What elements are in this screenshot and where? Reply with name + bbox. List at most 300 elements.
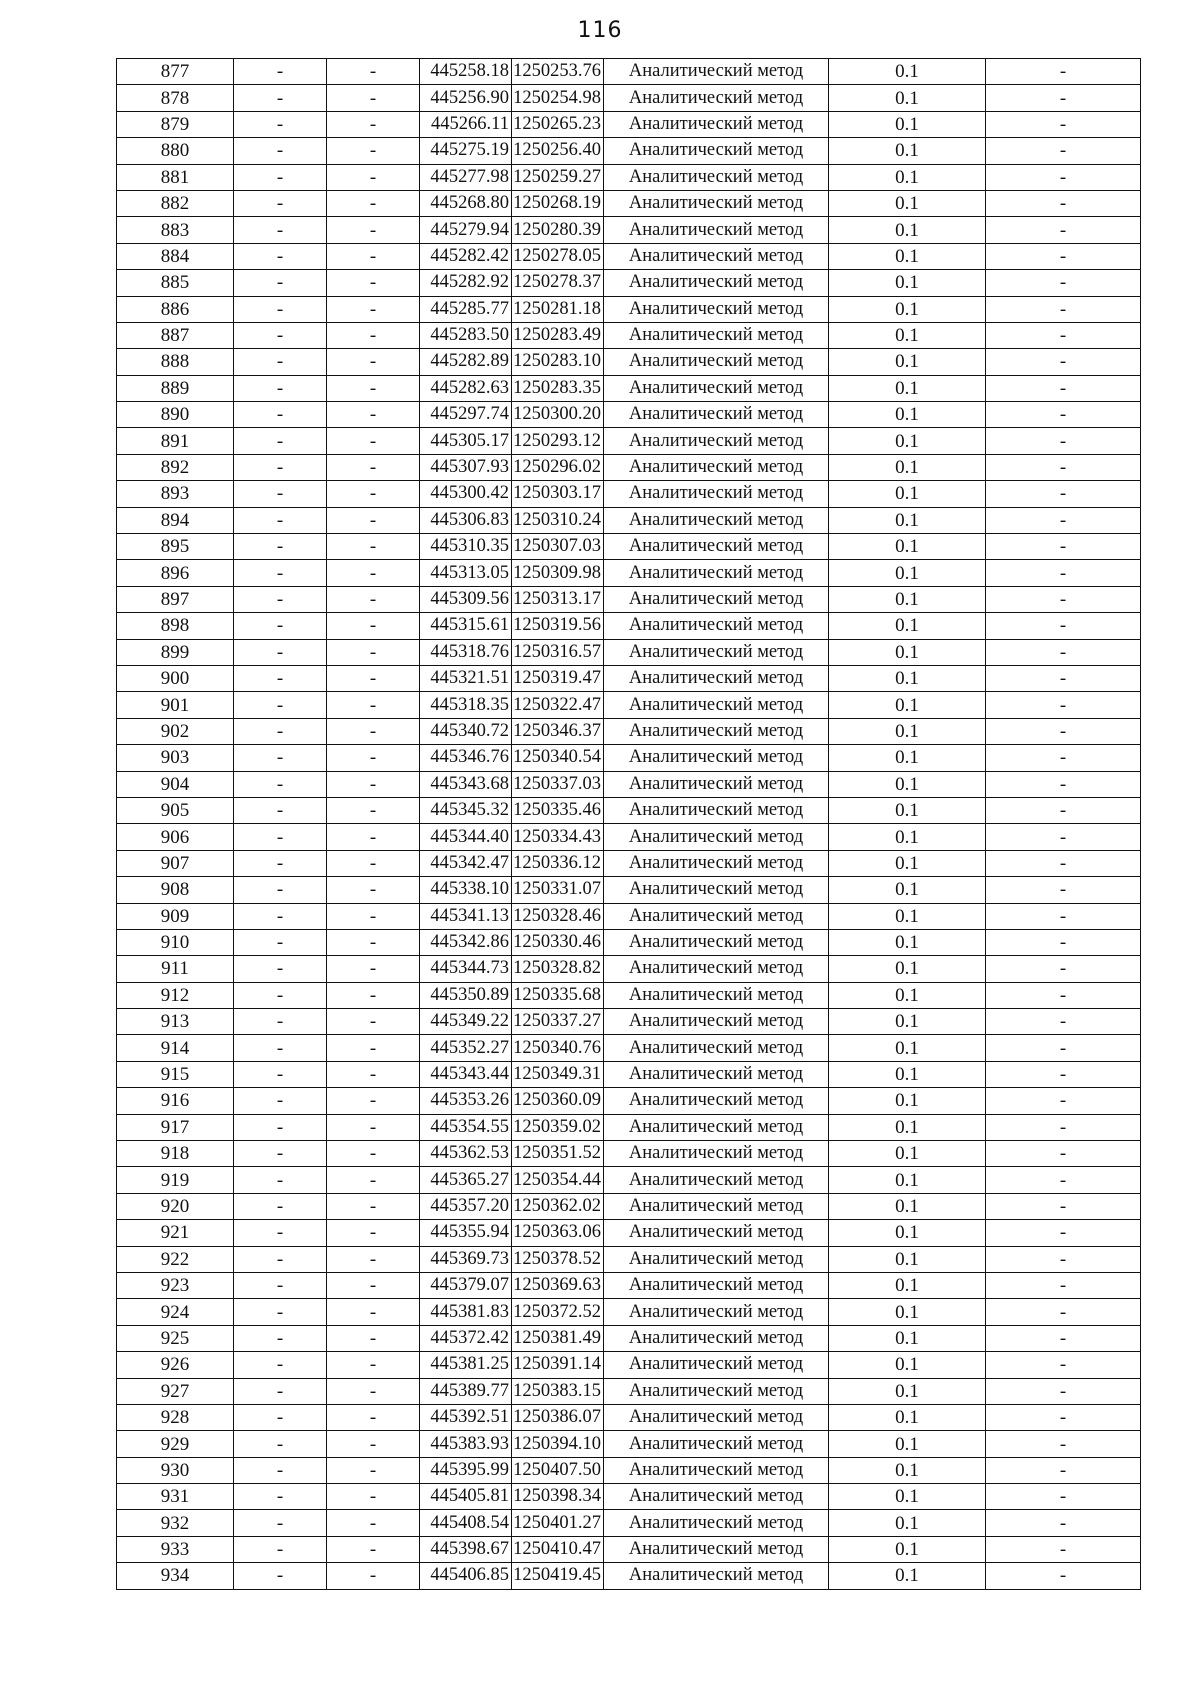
table-row xyxy=(117,454,1141,480)
method-cell: Аналитический метод xyxy=(604,692,829,718)
point-number-cell: 928 xyxy=(117,1404,234,1430)
dash-cell: - xyxy=(327,771,420,797)
method-cell: Аналитический метод xyxy=(604,85,829,111)
point-number-cell: 931 xyxy=(117,1484,234,1510)
x-coordinate-cell: 445310.35 xyxy=(420,534,512,560)
y-coordinate-cell: 1250359.02 xyxy=(512,1114,604,1140)
point-number-cell: 904 xyxy=(117,771,234,797)
table-row xyxy=(117,138,1141,164)
dash-cell: - xyxy=(234,1325,327,1351)
point-number-cell: 916 xyxy=(117,1088,234,1114)
table-row xyxy=(117,1431,1141,1457)
method-cell: Аналитический метод xyxy=(604,850,829,876)
accuracy-cell: 0.1 xyxy=(829,349,986,375)
dash-cell: - xyxy=(986,454,1141,480)
method-cell: Аналитический метод xyxy=(604,560,829,586)
x-coordinate-cell: 445258.18 xyxy=(420,59,512,85)
x-coordinate-cell: 445313.05 xyxy=(420,560,512,586)
dash-cell: - xyxy=(234,1088,327,1114)
table-row xyxy=(117,982,1141,1008)
dash-cell: - xyxy=(327,1352,420,1378)
dash-cell: - xyxy=(234,1035,327,1061)
x-coordinate-cell: 445321.51 xyxy=(420,665,512,691)
dash-cell: - xyxy=(327,1035,420,1061)
x-coordinate-cell: 445282.89 xyxy=(420,349,512,375)
dash-cell: - xyxy=(234,956,327,982)
point-number-cell: 910 xyxy=(117,929,234,955)
accuracy-cell: 0.1 xyxy=(829,1510,986,1536)
dash-cell: - xyxy=(986,1220,1141,1246)
accuracy-cell: 0.1 xyxy=(829,428,986,454)
method-cell: Аналитический метод xyxy=(604,745,829,771)
dash-cell: - xyxy=(327,1325,420,1351)
dash-cell: - xyxy=(234,745,327,771)
point-number-cell: 888 xyxy=(117,349,234,375)
accuracy-cell: 0.1 xyxy=(829,243,986,269)
dash-cell: - xyxy=(327,1088,420,1114)
dash-cell: - xyxy=(234,1167,327,1193)
y-coordinate-cell: 1250334.43 xyxy=(512,824,604,850)
dash-cell: - xyxy=(986,692,1141,718)
table-row xyxy=(117,1563,1141,1589)
x-coordinate-cell: 445282.63 xyxy=(420,375,512,401)
dash-cell: - xyxy=(234,665,327,691)
method-cell: Аналитический метод xyxy=(604,375,829,401)
table-row xyxy=(117,1510,1141,1536)
y-coordinate-cell: 1250328.46 xyxy=(512,903,604,929)
dash-cell: - xyxy=(327,1484,420,1510)
x-coordinate-cell: 445318.35 xyxy=(420,692,512,718)
accuracy-cell: 0.1 xyxy=(829,665,986,691)
x-coordinate-cell: 445256.90 xyxy=(420,85,512,111)
dash-cell: - xyxy=(234,692,327,718)
point-number-cell: 900 xyxy=(117,665,234,691)
y-coordinate-cell: 1250303.17 xyxy=(512,481,604,507)
x-coordinate-cell: 445315.61 xyxy=(420,613,512,639)
table-row xyxy=(117,164,1141,190)
point-number-cell: 934 xyxy=(117,1563,234,1589)
method-cell: Аналитический метод xyxy=(604,190,829,216)
accuracy-cell: 0.1 xyxy=(829,270,986,296)
accuracy-cell: 0.1 xyxy=(829,1141,986,1167)
dash-cell: - xyxy=(234,1457,327,1483)
dash-cell: - xyxy=(986,903,1141,929)
method-cell: Аналитический метод xyxy=(604,956,829,982)
x-coordinate-cell: 445343.44 xyxy=(420,1061,512,1087)
dash-cell: - xyxy=(327,665,420,691)
accuracy-cell: 0.1 xyxy=(829,797,986,823)
dash-cell: - xyxy=(986,1035,1141,1061)
table-row xyxy=(117,1141,1141,1167)
point-number-cell: 903 xyxy=(117,745,234,771)
dash-cell: - xyxy=(986,1061,1141,1087)
method-cell: Аналитический метод xyxy=(604,296,829,322)
point-number-cell: 920 xyxy=(117,1193,234,1219)
y-coordinate-cell: 1250259.27 xyxy=(512,164,604,190)
y-coordinate-cell: 1250401.27 xyxy=(512,1510,604,1536)
y-coordinate-cell: 1250378.52 xyxy=(512,1246,604,1272)
x-coordinate-cell: 445266.11 xyxy=(420,111,512,137)
page-number: 116 xyxy=(577,18,623,43)
table-row xyxy=(117,428,1141,454)
table-row xyxy=(117,1457,1141,1483)
dash-cell: - xyxy=(234,190,327,216)
y-coordinate-cell: 1250278.37 xyxy=(512,270,604,296)
dash-cell: - xyxy=(234,771,327,797)
x-coordinate-cell: 445398.67 xyxy=(420,1536,512,1562)
dash-cell: - xyxy=(234,1009,327,1035)
dash-cell: - xyxy=(986,481,1141,507)
dash-cell: - xyxy=(234,507,327,533)
table-row xyxy=(117,190,1141,216)
x-coordinate-cell: 445306.83 xyxy=(420,507,512,533)
method-cell: Аналитический метод xyxy=(604,771,829,797)
dash-cell: - xyxy=(986,217,1141,243)
dash-cell: - xyxy=(327,850,420,876)
accuracy-cell: 0.1 xyxy=(829,1457,986,1483)
y-coordinate-cell: 1250351.52 xyxy=(512,1141,604,1167)
accuracy-cell: 0.1 xyxy=(829,1061,986,1087)
x-coordinate-cell: 445344.40 xyxy=(420,824,512,850)
x-coordinate-cell: 445318.76 xyxy=(420,639,512,665)
dash-cell: - xyxy=(234,1536,327,1562)
dash-cell: - xyxy=(234,1114,327,1140)
y-coordinate-cell: 1250346.37 xyxy=(512,718,604,744)
table-row xyxy=(117,1272,1141,1298)
accuracy-cell: 0.1 xyxy=(829,613,986,639)
x-coordinate-cell: 445345.32 xyxy=(420,797,512,823)
table-row xyxy=(117,1378,1141,1404)
dash-cell: - xyxy=(327,190,420,216)
x-coordinate-cell: 445309.56 xyxy=(420,586,512,612)
y-coordinate-cell: 1250363.06 xyxy=(512,1220,604,1246)
dash-cell: - xyxy=(986,1088,1141,1114)
y-coordinate-cell: 1250280.39 xyxy=(512,217,604,243)
point-number-cell: 909 xyxy=(117,903,234,929)
accuracy-cell: 0.1 xyxy=(829,402,986,428)
dash-cell: - xyxy=(327,692,420,718)
table-row xyxy=(117,1088,1141,1114)
method-cell: Аналитический метод xyxy=(604,138,829,164)
x-coordinate-cell: 445275.19 xyxy=(420,138,512,164)
dash-cell: - xyxy=(986,1510,1141,1536)
dash-cell: - xyxy=(234,85,327,111)
x-coordinate-cell: 445277.98 xyxy=(420,164,512,190)
method-cell: Аналитический метод xyxy=(604,718,829,744)
point-number-cell: 881 xyxy=(117,164,234,190)
dash-cell: - xyxy=(986,1563,1141,1589)
method-cell: Аналитический метод xyxy=(604,534,829,560)
table-row xyxy=(117,771,1141,797)
table-row xyxy=(117,586,1141,612)
x-coordinate-cell: 445392.51 xyxy=(420,1404,512,1430)
method-cell: Аналитический метод xyxy=(604,665,829,691)
y-coordinate-cell: 1250278.05 xyxy=(512,243,604,269)
dash-cell: - xyxy=(234,402,327,428)
table-row xyxy=(117,1167,1141,1193)
table-row xyxy=(117,402,1141,428)
point-number-cell: 886 xyxy=(117,296,234,322)
dash-cell: - xyxy=(986,1431,1141,1457)
table-row xyxy=(117,929,1141,955)
dash-cell: - xyxy=(986,59,1141,85)
method-cell: Аналитический метод xyxy=(604,481,829,507)
accuracy-cell: 0.1 xyxy=(829,1193,986,1219)
method-cell: Аналитический метод xyxy=(604,1378,829,1404)
dash-cell: - xyxy=(234,111,327,137)
dash-cell: - xyxy=(327,1563,420,1589)
x-coordinate-cell: 445346.76 xyxy=(420,745,512,771)
accuracy-cell: 0.1 xyxy=(829,560,986,586)
method-cell: Аналитический метод xyxy=(604,1510,829,1536)
method-cell: Аналитический метод xyxy=(604,1167,829,1193)
dash-cell: - xyxy=(234,322,327,348)
accuracy-cell: 0.1 xyxy=(829,1272,986,1298)
y-coordinate-cell: 1250336.12 xyxy=(512,850,604,876)
accuracy-cell: 0.1 xyxy=(829,85,986,111)
table-row xyxy=(117,507,1141,533)
x-coordinate-cell: 445349.22 xyxy=(420,1009,512,1035)
table-row xyxy=(117,217,1141,243)
x-coordinate-cell: 445362.53 xyxy=(420,1141,512,1167)
accuracy-cell: 0.1 xyxy=(829,718,986,744)
x-coordinate-cell: 445340.72 xyxy=(420,718,512,744)
accuracy-cell: 0.1 xyxy=(829,1484,986,1510)
x-coordinate-cell: 445279.94 xyxy=(420,217,512,243)
dash-cell: - xyxy=(327,85,420,111)
table-row xyxy=(117,59,1141,85)
dash-cell: - xyxy=(986,428,1141,454)
y-coordinate-cell: 1250369.63 xyxy=(512,1272,604,1298)
y-coordinate-cell: 1250372.52 xyxy=(512,1299,604,1325)
dash-cell: - xyxy=(327,586,420,612)
accuracy-cell: 0.1 xyxy=(829,217,986,243)
dash-cell: - xyxy=(234,903,327,929)
method-cell: Аналитический метод xyxy=(604,1272,829,1298)
dash-cell: - xyxy=(327,270,420,296)
y-coordinate-cell: 1250337.27 xyxy=(512,1009,604,1035)
method-cell: Аналитический метод xyxy=(604,982,829,1008)
dash-cell: - xyxy=(234,797,327,823)
y-coordinate-cell: 1250340.54 xyxy=(512,745,604,771)
table-row xyxy=(117,1325,1141,1351)
accuracy-cell: 0.1 xyxy=(829,824,986,850)
dash-cell: - xyxy=(234,428,327,454)
method-cell: Аналитический метод xyxy=(604,1404,829,1430)
dash-cell: - xyxy=(234,929,327,955)
x-coordinate-cell: 445354.55 xyxy=(420,1114,512,1140)
table-row xyxy=(117,85,1141,111)
method-cell: Аналитический метод xyxy=(604,59,829,85)
point-number-cell: 879 xyxy=(117,111,234,137)
dash-cell: - xyxy=(986,402,1141,428)
method-cell: Аналитический метод xyxy=(604,586,829,612)
method-cell: Аналитический метод xyxy=(604,639,829,665)
point-number-cell: 880 xyxy=(117,138,234,164)
dash-cell: - xyxy=(986,613,1141,639)
dash-cell: - xyxy=(327,560,420,586)
y-coordinate-cell: 1250310.24 xyxy=(512,507,604,533)
x-coordinate-cell: 445268.80 xyxy=(420,190,512,216)
dash-cell: - xyxy=(986,1167,1141,1193)
dash-cell: - xyxy=(986,375,1141,401)
table-row xyxy=(117,1009,1141,1035)
table-row xyxy=(117,903,1141,929)
x-coordinate-cell: 445341.13 xyxy=(420,903,512,929)
dash-cell: - xyxy=(234,164,327,190)
dash-cell: - xyxy=(986,639,1141,665)
accuracy-cell: 0.1 xyxy=(829,1009,986,1035)
x-coordinate-cell: 445282.92 xyxy=(420,270,512,296)
dash-cell: - xyxy=(986,560,1141,586)
table-body xyxy=(117,59,1141,1590)
dash-cell: - xyxy=(327,1536,420,1562)
point-number-cell: 915 xyxy=(117,1061,234,1087)
point-number-cell: 929 xyxy=(117,1431,234,1457)
dash-cell: - xyxy=(327,1404,420,1430)
y-coordinate-cell: 1250307.03 xyxy=(512,534,604,560)
method-cell: Аналитический метод xyxy=(604,322,829,348)
accuracy-cell: 0.1 xyxy=(829,1220,986,1246)
y-coordinate-cell: 1250337.03 xyxy=(512,771,604,797)
table-row xyxy=(117,1484,1141,1510)
dash-cell: - xyxy=(234,1220,327,1246)
accuracy-cell: 0.1 xyxy=(829,982,986,1008)
point-number-cell: 905 xyxy=(117,797,234,823)
dash-cell: - xyxy=(327,1431,420,1457)
point-number-cell: 890 xyxy=(117,402,234,428)
method-cell: Аналитический метод xyxy=(604,1009,829,1035)
dash-cell: - xyxy=(986,190,1141,216)
dash-cell: - xyxy=(234,1378,327,1404)
method-cell: Аналитический метод xyxy=(604,1061,829,1087)
method-cell: Аналитический метод xyxy=(604,1484,829,1510)
point-number-cell: 896 xyxy=(117,560,234,586)
dash-cell: - xyxy=(234,877,327,903)
accuracy-cell: 0.1 xyxy=(829,1431,986,1457)
accuracy-cell: 0.1 xyxy=(829,639,986,665)
accuracy-cell: 0.1 xyxy=(829,59,986,85)
y-coordinate-cell: 1250256.40 xyxy=(512,138,604,164)
method-cell: Аналитический метод xyxy=(604,1246,829,1272)
dash-cell: - xyxy=(327,507,420,533)
dash-cell: - xyxy=(986,270,1141,296)
dash-cell: - xyxy=(234,982,327,1008)
dash-cell: - xyxy=(234,586,327,612)
dash-cell: - xyxy=(234,1563,327,1589)
method-cell: Аналитический метод xyxy=(604,111,829,137)
dash-cell: - xyxy=(327,138,420,164)
accuracy-cell: 0.1 xyxy=(829,1536,986,1562)
dash-cell: - xyxy=(234,1352,327,1378)
dash-cell: - xyxy=(986,111,1141,137)
dash-cell: - xyxy=(234,718,327,744)
x-coordinate-cell: 445405.81 xyxy=(420,1484,512,1510)
accuracy-cell: 0.1 xyxy=(829,1114,986,1140)
dash-cell: - xyxy=(234,1431,327,1457)
x-coordinate-cell: 445381.83 xyxy=(420,1299,512,1325)
y-coordinate-cell: 1250362.02 xyxy=(512,1193,604,1219)
dash-cell: - xyxy=(986,718,1141,744)
y-coordinate-cell: 1250331.07 xyxy=(512,877,604,903)
y-coordinate-cell: 1250283.35 xyxy=(512,375,604,401)
method-cell: Аналитический метод xyxy=(604,349,829,375)
table-row xyxy=(117,639,1141,665)
dash-cell: - xyxy=(986,296,1141,322)
method-cell: Аналитический метод xyxy=(604,1563,829,1589)
table-row xyxy=(117,1352,1141,1378)
table-row xyxy=(117,1220,1141,1246)
method-cell: Аналитический метод xyxy=(604,1431,829,1457)
method-cell: Аналитический метод xyxy=(604,1352,829,1378)
dash-cell: - xyxy=(986,349,1141,375)
dash-cell: - xyxy=(234,850,327,876)
table-row xyxy=(117,375,1141,401)
dash-cell: - xyxy=(327,1167,420,1193)
table-row xyxy=(117,534,1141,560)
dash-cell: - xyxy=(327,797,420,823)
dash-cell: - xyxy=(327,639,420,665)
y-coordinate-cell: 1250293.12 xyxy=(512,428,604,454)
table-row xyxy=(117,824,1141,850)
accuracy-cell: 0.1 xyxy=(829,507,986,533)
dash-cell: - xyxy=(986,929,1141,955)
point-number-cell: 885 xyxy=(117,270,234,296)
dash-cell: - xyxy=(327,1299,420,1325)
point-number-cell: 913 xyxy=(117,1009,234,1035)
x-coordinate-cell: 445352.27 xyxy=(420,1035,512,1061)
method-cell: Аналитический метод xyxy=(604,243,829,269)
accuracy-cell: 0.1 xyxy=(829,1299,986,1325)
x-coordinate-cell: 445406.85 xyxy=(420,1563,512,1589)
dash-cell: - xyxy=(234,1299,327,1325)
dash-cell: - xyxy=(986,745,1141,771)
x-coordinate-cell: 445305.17 xyxy=(420,428,512,454)
y-coordinate-cell: 1250265.23 xyxy=(512,111,604,137)
dash-cell: - xyxy=(327,1246,420,1272)
point-number-cell: 887 xyxy=(117,322,234,348)
dash-cell: - xyxy=(986,243,1141,269)
dash-cell: - xyxy=(986,507,1141,533)
dash-cell: - xyxy=(234,217,327,243)
dash-cell: - xyxy=(327,824,420,850)
accuracy-cell: 0.1 xyxy=(829,454,986,480)
dash-cell: - xyxy=(986,586,1141,612)
point-number-cell: 877 xyxy=(117,59,234,85)
method-cell: Аналитический метод xyxy=(604,1220,829,1246)
point-number-cell: 893 xyxy=(117,481,234,507)
dash-cell: - xyxy=(327,349,420,375)
x-coordinate-cell: 445365.27 xyxy=(420,1167,512,1193)
dash-cell: - xyxy=(986,956,1141,982)
x-coordinate-cell: 445342.47 xyxy=(420,850,512,876)
y-coordinate-cell: 1250254.98 xyxy=(512,85,604,111)
method-cell: Аналитический метод xyxy=(604,613,829,639)
dash-cell: - xyxy=(327,718,420,744)
dash-cell: - xyxy=(986,1246,1141,1272)
method-cell: Аналитический метод xyxy=(604,1325,829,1351)
y-coordinate-cell: 1250360.09 xyxy=(512,1088,604,1114)
accuracy-cell: 0.1 xyxy=(829,1352,986,1378)
dash-cell: - xyxy=(327,164,420,190)
point-number-cell: 917 xyxy=(117,1114,234,1140)
dash-cell: - xyxy=(327,1272,420,1298)
y-coordinate-cell: 1250253.76 xyxy=(512,59,604,85)
point-number-cell: 924 xyxy=(117,1299,234,1325)
accuracy-cell: 0.1 xyxy=(829,850,986,876)
dash-cell: - xyxy=(327,481,420,507)
x-coordinate-cell: 445379.07 xyxy=(420,1272,512,1298)
